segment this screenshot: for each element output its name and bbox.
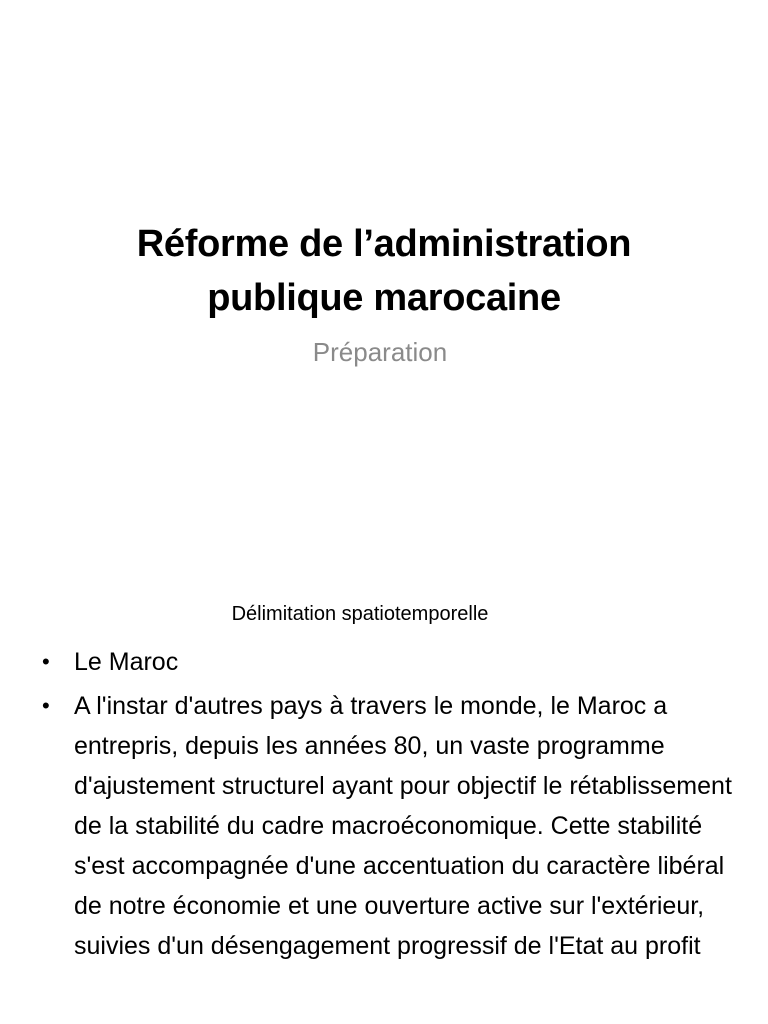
bullet-dot-icon: •	[42, 693, 50, 718]
bullet-dot-icon: •	[42, 649, 50, 674]
slide-title: Réforme de l’administration publique marocaine	[136, 223, 632, 320]
bullet-text: Le Maroc	[74, 648, 179, 676]
slide-subtitle: Préparation	[312, 337, 448, 367]
content-slide	[0, 576, 768, 1024]
section-heading: Délimitation spatiotemporelle	[231, 603, 489, 625]
bullet-text: A l'instar d'autres pays à travers le monde, le Maroc a entrepris, depuis les années 80, un vaste programme d'ajustement structurel ayant pour objectif le rétablissement de la stabilité du cadre macroéconomique. Cette stabilité s'est accompagnée d'une accentuation du caractère libéral de notre économie et une ouverture active sur l'extérieur, suivies d'un désengagement progressif de l'Etat au profit	[74, 692, 732, 960]
bullet-list	[42, 642, 732, 966]
bullet-item	[42, 686, 732, 966]
bullet-item	[42, 642, 732, 682]
